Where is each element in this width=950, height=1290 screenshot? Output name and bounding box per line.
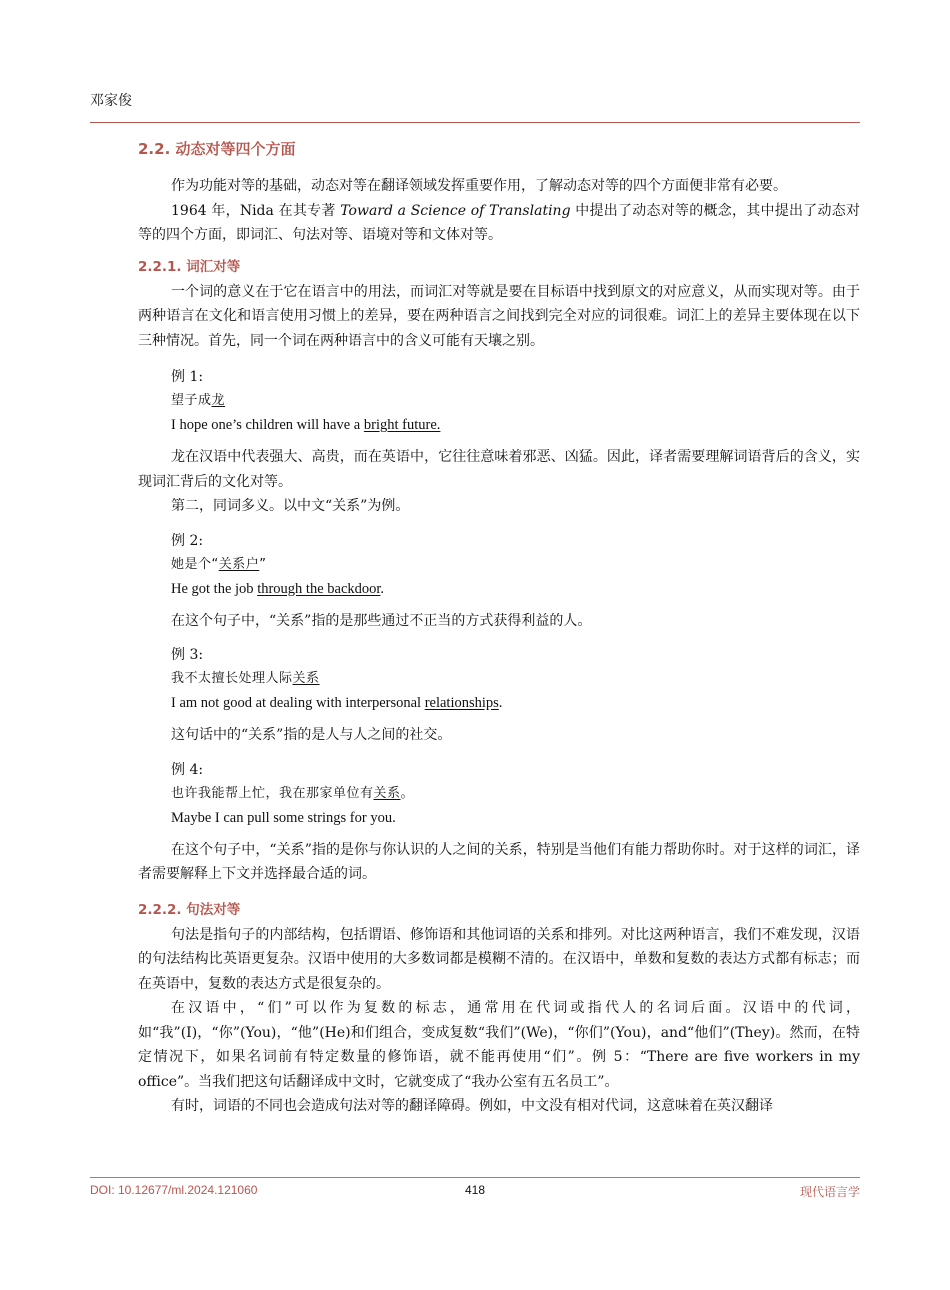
article-body bbox=[138, 138, 860, 1119]
header-divider bbox=[90, 122, 860, 123]
example-text: 。 bbox=[400, 785, 415, 801]
example-text: ” bbox=[259, 556, 267, 572]
example-2 bbox=[171, 529, 860, 601]
example-label: 例 1: bbox=[171, 369, 204, 385]
example-chinese bbox=[171, 389, 860, 413]
paragraph: 龙在汉语中代表强大、高贵，而在英语中，它往往意味着邪恶、凶猛。因此，译者需要理解词语背后的含义，实现词汇背后的文化对等。 bbox=[138, 449, 860, 490]
section-title: 2.2. 动态对等四个方面 bbox=[138, 140, 296, 158]
footer-divider bbox=[90, 1177, 860, 1178]
journal-name[interactable]: 现代语言学 bbox=[799, 1185, 860, 1199]
paragraph: 在这个句子中，“关系”指的是那些通过不正当的方式获得利益的人。 bbox=[171, 612, 592, 629]
example-text: He got the job bbox=[171, 580, 258, 597]
example-english bbox=[171, 806, 860, 830]
header-author: 邓家俊 bbox=[90, 93, 132, 109]
example-underlined: through the backdoor bbox=[257, 580, 381, 597]
example-text: I hope one’s children will have a bbox=[171, 417, 364, 433]
example-underlined: 关系户 bbox=[218, 556, 260, 572]
page-number: 418 bbox=[464, 1183, 486, 1197]
example-underlined: bright future. bbox=[363, 417, 441, 433]
example-chinese bbox=[171, 667, 860, 691]
example-text: I am not good at dealing with interpersonal bbox=[171, 695, 425, 711]
paragraph: 在这个句子中，“关系”指的是你与你认识的人之间的关系，特别是当他们有能力帮助你时。对于这样的词汇，译者需要解释上下文并选择最合适的词。 bbox=[138, 841, 860, 882]
example-text: Maybe I can pull some strings for you. bbox=[171, 809, 396, 826]
paragraph: 有时，词语的不同也会造成句法对等的翻译障碍。例如，中文没有相对代词，这意味着在英汉翻译 bbox=[171, 1098, 773, 1114]
example-underlined: relationships bbox=[424, 695, 499, 711]
page-footer bbox=[90, 1183, 860, 1203]
doi-link[interactable]: DOI: 10.12677/ml.2024.121060 bbox=[90, 1183, 258, 1197]
paragraph: 第二，同词多义。以中文“关系”为例。 bbox=[171, 498, 410, 514]
example-underlined: 关系 bbox=[292, 671, 320, 686]
example-english bbox=[171, 413, 860, 437]
example-english bbox=[171, 691, 860, 715]
example-4 bbox=[171, 758, 860, 830]
example-3 bbox=[171, 643, 860, 715]
example-text: . bbox=[498, 695, 503, 711]
example-text: 也许我能帮上忙，我在那家单位有 bbox=[171, 785, 374, 801]
paragraph: 句法是指句子的内部结构，包括谓语、修饰语和其他词语的关系和排列。对比这两种语言，我们不难发现，汉语的句法结构比英语更复杂。汉语中使用的大多数词都是模糊不清的。在汉语中，单数和复数的表达方式都有标志；而在英语中，复数的表达方式是很复杂的。 bbox=[138, 926, 860, 992]
paragraph: 在汉语中，“们”可以作为复数的标志，通常用在代词或指代人的名词后面。汉语中的代词，如“我”(I)，“你”(You)，“他”(He)和们组合，变成复数“我们”(We)，“你们”(You)，and“他们”(They)。然而，在特定情况下，如果名词前有特定数量的修饰语，就不能再使用“们”。例 5：“There are five workers in my office”。当我们把这句话翻译成中文时，它就变成了“我办公室有五名员工”。 bbox=[138, 1000, 860, 1090]
example-underlined: 龙 bbox=[211, 393, 226, 408]
example-chinese bbox=[171, 782, 860, 806]
example-label: 例 2: bbox=[171, 532, 204, 549]
subsection-title-lexical: 2.2.1. 词汇对等 bbox=[138, 258, 241, 275]
paragraph bbox=[138, 199, 860, 248]
paragraph-text: 中提出了动态对等的概念，其中提出了动态对等的四个方面，即词汇、句法对等、语境对等和文体对等。 bbox=[138, 202, 860, 243]
paragraph: 一个词的意义在于它在语言中的用法，而词汇对等就是要在目标语中找到原文的对应意义，从而实现对等。由于两种语言在文化和语言使用习惯上的差异，要在两种语言之间找到完全对应的词很难。词汇上的差异主要体现在以下三种情况。首先，同一个词在两种语言中的含义可能有天壤之别。 bbox=[138, 283, 860, 349]
example-label: 例 3: bbox=[171, 647, 204, 663]
subsection-title-syntactic: 2.2.2. 句法对等 bbox=[138, 901, 241, 918]
example-1 bbox=[171, 365, 860, 437]
example-underlined: 关系 bbox=[373, 785, 401, 801]
example-text: 望子成 bbox=[171, 393, 212, 408]
example-english bbox=[171, 577, 860, 601]
example-chinese bbox=[171, 553, 860, 577]
example-text: 我不太擅长处理人际 bbox=[171, 671, 293, 686]
example-text: 她是个“ bbox=[171, 556, 219, 572]
example-text: . bbox=[380, 580, 385, 597]
book-title: Toward a Science of Translating bbox=[340, 202, 571, 219]
example-label: 例 4: bbox=[171, 761, 204, 778]
paragraph: 这句话中的“关系”指的是人与人之间的社交。 bbox=[171, 727, 452, 743]
paragraph: 作为功能对等的基础，动态对等在翻译领域发挥重要作用，了解动态对等的四个方面便非常有必要。 bbox=[171, 178, 787, 194]
paragraph-text: 1964 年，Nida 在其专著 bbox=[171, 202, 341, 219]
